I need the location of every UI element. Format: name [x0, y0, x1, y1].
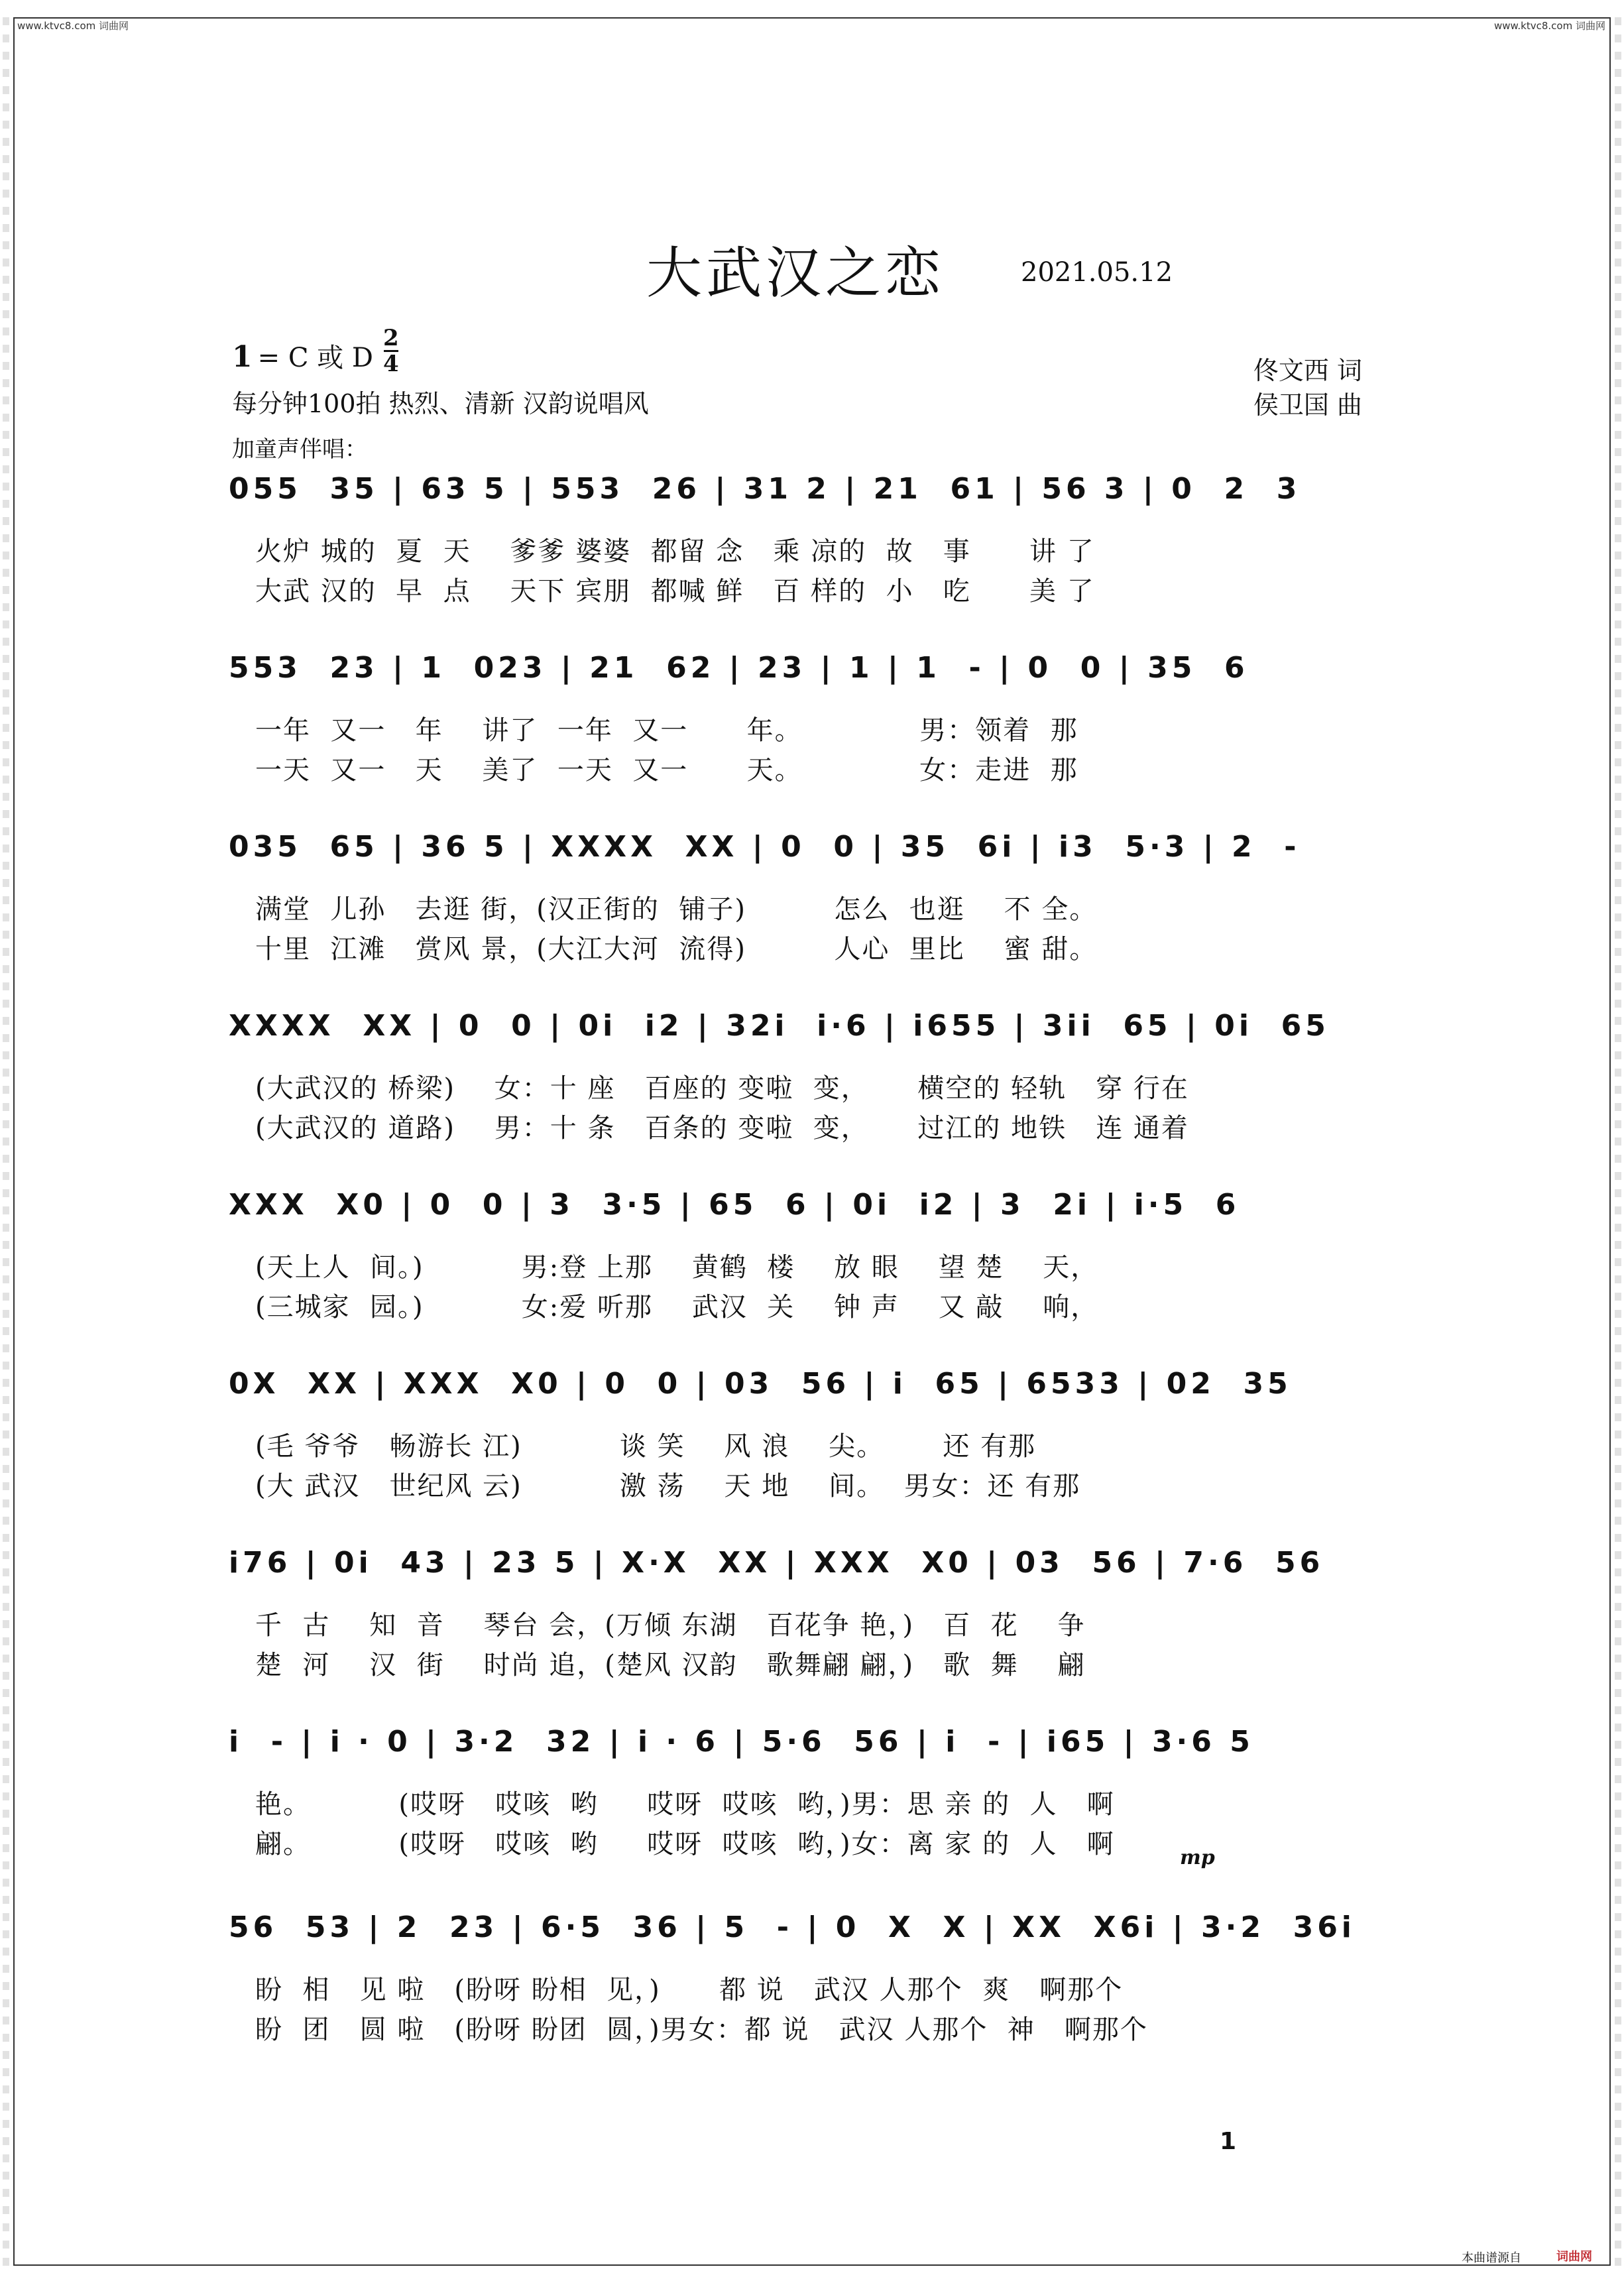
- lyric-line-2: 楚 河 汉 街 时尚 追，(楚风 汉韵 歌舞翩 翩，) 歌 舞 翩: [255, 1650, 1086, 1680]
- lyric-line-1: 满堂 儿孙 去逛 街，(汉正街的 铺子) 怎么 也逛 不 全。: [255, 894, 1098, 925]
- time-signature-bottom: 4: [383, 351, 399, 377]
- key-signature: [232, 337, 373, 375]
- right-edge-strip: [1615, 17, 1621, 2266]
- notes-row: [229, 1352, 1369, 1413]
- notes-row: [229, 457, 1369, 518]
- lyric-line-1: 盼 相 见 啦 (盼呀 盼相 见，) 都 说 武汉 人那个 爽 啊那个: [255, 1975, 1124, 2005]
- notes-row: [229, 815, 1369, 876]
- notes-row: [229, 636, 1369, 697]
- notes-row: [229, 1173, 1369, 1234]
- lyric-line-2: 大武 汉的 早 点 天下 宾朋 都喊 鲜 百 样的 小 吃 美 了: [255, 576, 1095, 607]
- notation-line: i - | i · 0 | 3·2 32 | i · 6 | 5·6 56 | i - | i65 | 3·6 5: [229, 1725, 1254, 1759]
- notation-line: i76 | 0i 43 | 23 5 | X·X XX | XXX X0 | 03 56 | 7·6 56: [229, 1546, 1324, 1580]
- header-watermark-right: www.ktvc8.com 词曲网: [1493, 20, 1605, 32]
- lyric-line-1: (天上人 间。) 男:登 上那 黄鹤 楼 放 眼 望 楚 天，: [255, 1252, 1099, 1283]
- tempo-marking: 每分钟100拍 热烈、清新 汉韵说唱风: [232, 389, 649, 418]
- lyric-line-2: (大武汉的 道路) 男：十 条 百条的 变啦 变， 过江的 地铁 连 通着: [255, 1113, 1189, 1143]
- lyric-line-1: 千 古 知 音 琴台 会，(万倾 东湖 百花争 艳，) 百 花 争: [255, 1610, 1086, 1641]
- time-signature: [383, 326, 399, 376]
- lyric-line-1: 火炉 城的 夏 天 爹爹 婆婆 都留 念 乘 凉的 故 事 讲 了: [255, 536, 1095, 567]
- footer-source: 本曲谱源自: [1462, 2251, 1521, 2265]
- notation-line: XXX X0 | 0 0 | 3 3·5 | 65 6 | 0i i2 | 3 2i | i·5 6: [229, 1188, 1240, 1222]
- title-date: 2021.05.12: [1021, 257, 1173, 288]
- intro-label: 加童声伴唱：: [232, 436, 367, 463]
- notation-line: 0X XX | XXX X0 | 0 0 | 03 56 | i 65 | 6533 | 02 35: [229, 1367, 1292, 1401]
- lyric-line-1: 一年 又一 年 讲了 一年 又一 年。 男：领着 那: [255, 715, 1078, 746]
- notation-line: 055 35 | 63 5 | 553 26 | 31 2 | 21 61 | 56 3 | 0 2 3: [229, 472, 1301, 506]
- key-text: = C 或 D: [257, 343, 373, 373]
- key-tonic: 1: [232, 340, 253, 374]
- lyricist-credit: 佟文西 词: [1253, 356, 1362, 385]
- composer-credit: 侯卫国 曲: [1253, 390, 1362, 420]
- song-title: 大武汉之恋: [646, 241, 945, 306]
- left-edge-strip: [3, 17, 9, 2266]
- notation-line: 553 23 | 1 023 | 21 62 | 23 | 1 | 1 - | 0 0 | 35 6: [229, 651, 1249, 685]
- lyric-line-1: (大武汉的 桥梁) 女：十 座 百座的 变啦 变， 横空的 轻轨 穿 行在: [255, 1073, 1189, 1104]
- footer-brand: 词曲网: [1556, 2250, 1592, 2264]
- page-number: 1: [1220, 2128, 1237, 2155]
- notes-row: [229, 1710, 1369, 1771]
- notes-row: [229, 1896, 1369, 1957]
- lyric-line-2: 一天 又一 天 美了 一天 又一 天。 女：走进 那: [255, 755, 1078, 786]
- lyric-line-2: 翩。 (哎呀 哎咳 哟 哎呀 哎咳 哟，)女：离 家 的 人 啊: [255, 1829, 1115, 1859]
- notes-row: [229, 994, 1369, 1055]
- notation-line: XXXX XX | 0 0 | 0i i2 | 32i i·6 | i655 | 3ii 65 | 0i 65: [229, 1009, 1330, 1043]
- header-watermark-left: www.ktvc8.com 词曲网: [17, 20, 129, 32]
- lyric-line-1: (毛 爷爷 畅游长 江) 谈 笑 风 浪 尖。 还 有那: [255, 1431, 1037, 1462]
- notes-row: [229, 1531, 1369, 1592]
- lyric-line-2: (三城家 园。) 女:爱 听那 武汉 关 钟 声 又 敲 响，: [255, 1292, 1099, 1322]
- lyric-line-2: (大 武汉 世纪风 云) 激 荡 天 地 间。 男女：还 有那: [255, 1471, 1081, 1501]
- lyric-line-2: 十里 江滩 赏风 景，(大江大河 流得) 人心 里比 蜜 甜。: [255, 934, 1098, 965]
- time-signature-top: 2: [383, 325, 399, 351]
- notation-line: 035 65 | 36 5 | XXXX XX | 0 0 | 35 6i | i3 5·3 | 2 -: [229, 830, 1301, 864]
- lyric-line-2: 盼 团 圆 啦 (盼呀 盼团 圆，)男女：都 说 武汉 人那个 神 啊那个: [255, 2015, 1148, 2045]
- lyric-line-1: 艳。 (哎呀 哎咳 哟 哎呀 哎咳 哟，)男：思 亲 的 人 啊: [255, 1789, 1115, 1820]
- notation-line: 56 53 | 2 23 | 6·5 36 | 5 - | 0 X X | XX X6i | 3·2 36i: [229, 1910, 1356, 1944]
- dynamic-mark: mp: [1180, 1846, 1215, 1869]
